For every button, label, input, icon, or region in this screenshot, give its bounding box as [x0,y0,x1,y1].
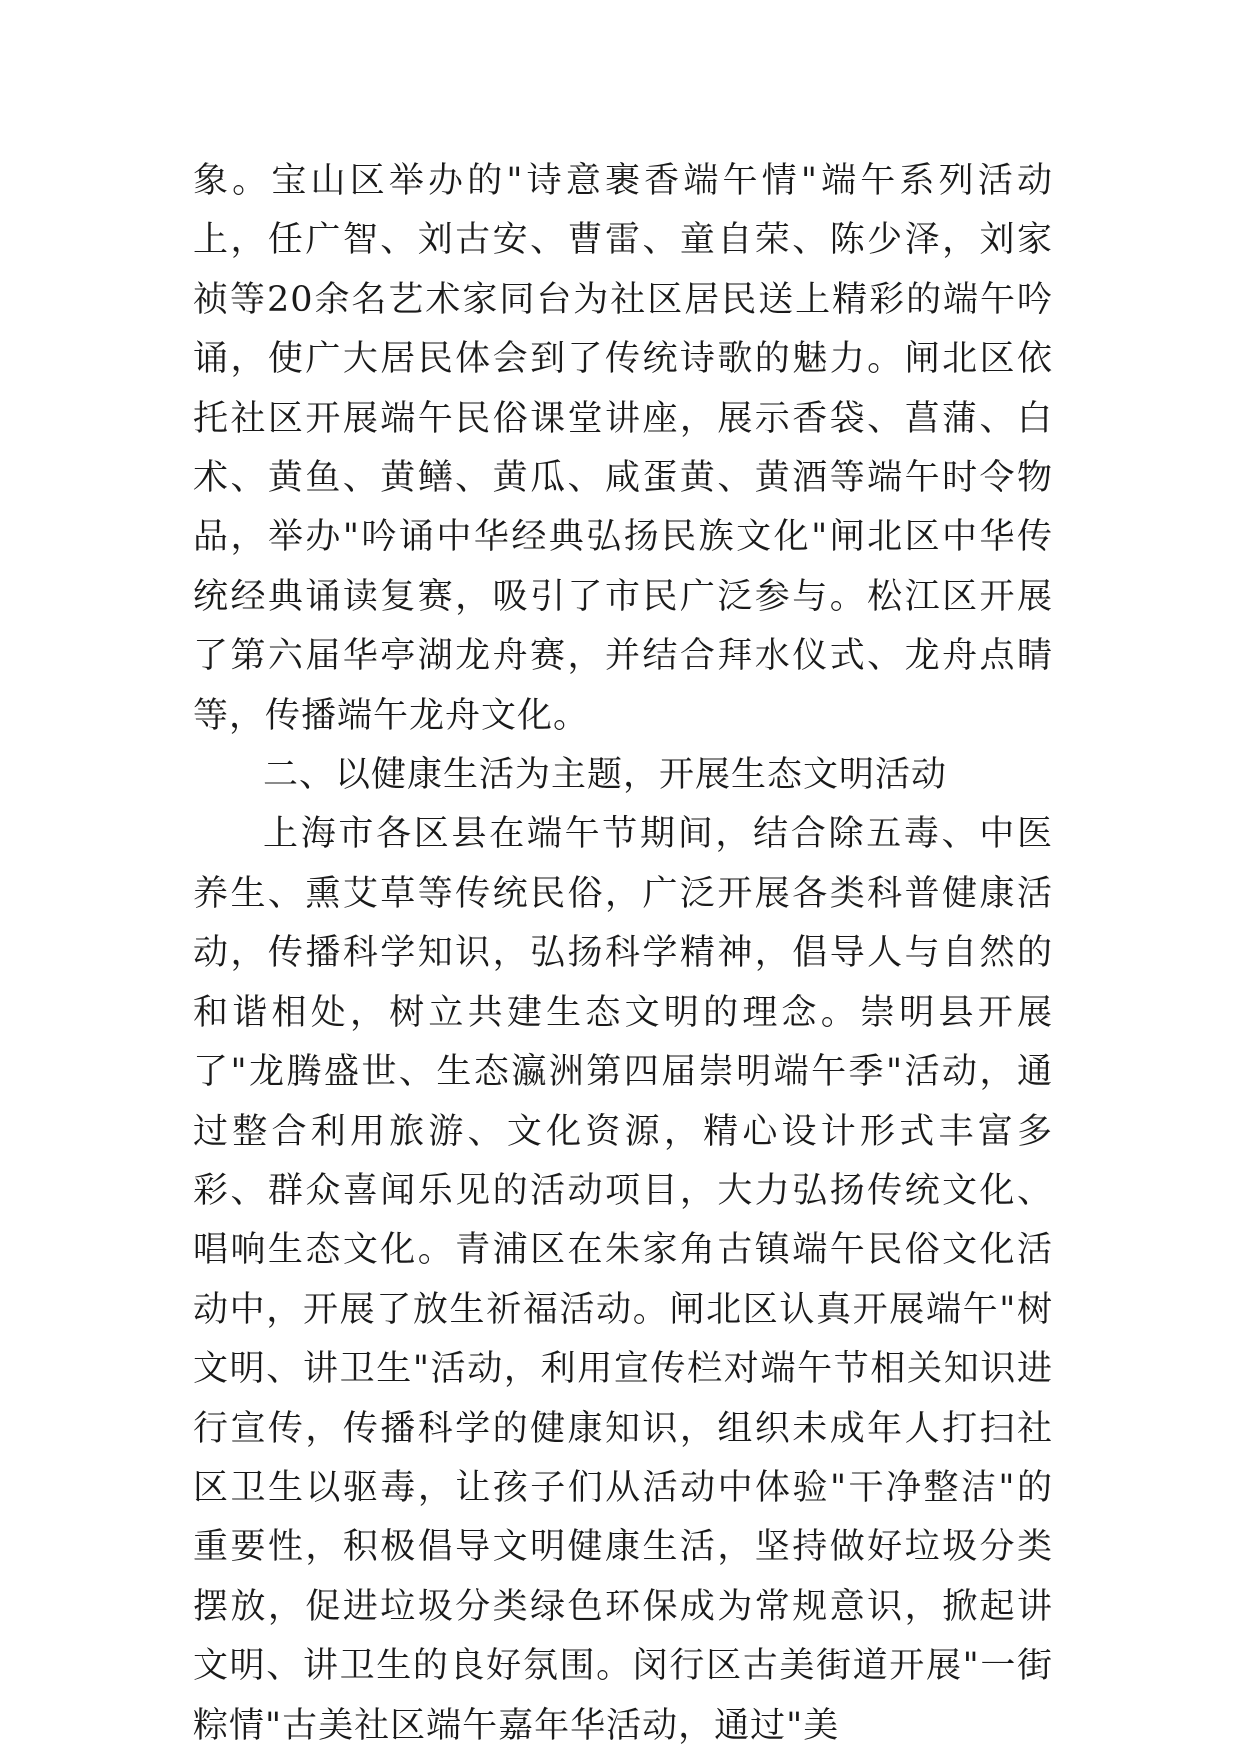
section-heading: 二、以健康生活为主题，开展生态文明活动 [263,755,948,796]
body-text [193,152,1053,1756]
paragraph-continuation: 象。宝山区举办的"诗意裹香端午情"端午系列活动上，任广智、刘古安、曹雷、童自荣、陈少泽，刘家祯等20余名艺术家同台为社区居民送上精彩的端午吟诵，使广大居民体会到了传统诗歌的魅力。闸北区依托社区开展端午民俗课堂讲座，展示香袋、菖蒲、白术、黄鱼、黄鳝、黄瓜、咸蛋黄、黄酒等端午时令物品，举办"吟诵中华经典弘扬民族文化"闸北区中华传统经典诵读复赛，吸引了市民广泛参与。松江区开展了第六届华亭湖龙舟赛，并结合拜水仪式、龙舟点睛等，传播端午龙舟文化。 [193,161,1053,736]
paragraph-body: 上海市各区县在端午节期间，结合除五毒、中医养生、熏艾草等传统民俗，广泛开展各类科普健康活动，传播科学知识，弘扬科学精神，倡导人与自然的和谐相处，树立共建生态文明的理念。崇明县开展了"龙腾盛世、生态瀛洲第四届崇明端午季"活动，通过整合利用旅游、文化资源，精心设计形式丰富多彩、群众喜闻乐见的活动项目，大力弘扬传统文化、唱响生态文化。青浦区在朱家角古镇端午民俗文化活动中，开展了放生祈福活动。闸北区认真开展端午"树文明、讲卫生"活动，利用宣传栏对端午节相关知识进行宣传，传播科学的健康知识，组织未成年人打扫社区卫生以驱毒，让孩子们从活动中体验"干净整洁"的重要性，积极倡导文明健康生活，坚持做好垃圾分类摆放，促进垃圾分类绿色环保成为常规意识，掀起讲文明、讲卫生的良好氛围。闵行区古美街道开展"一街粽情"古美社区端午嘉年华活动，通过"美 [193,814,1053,1746]
